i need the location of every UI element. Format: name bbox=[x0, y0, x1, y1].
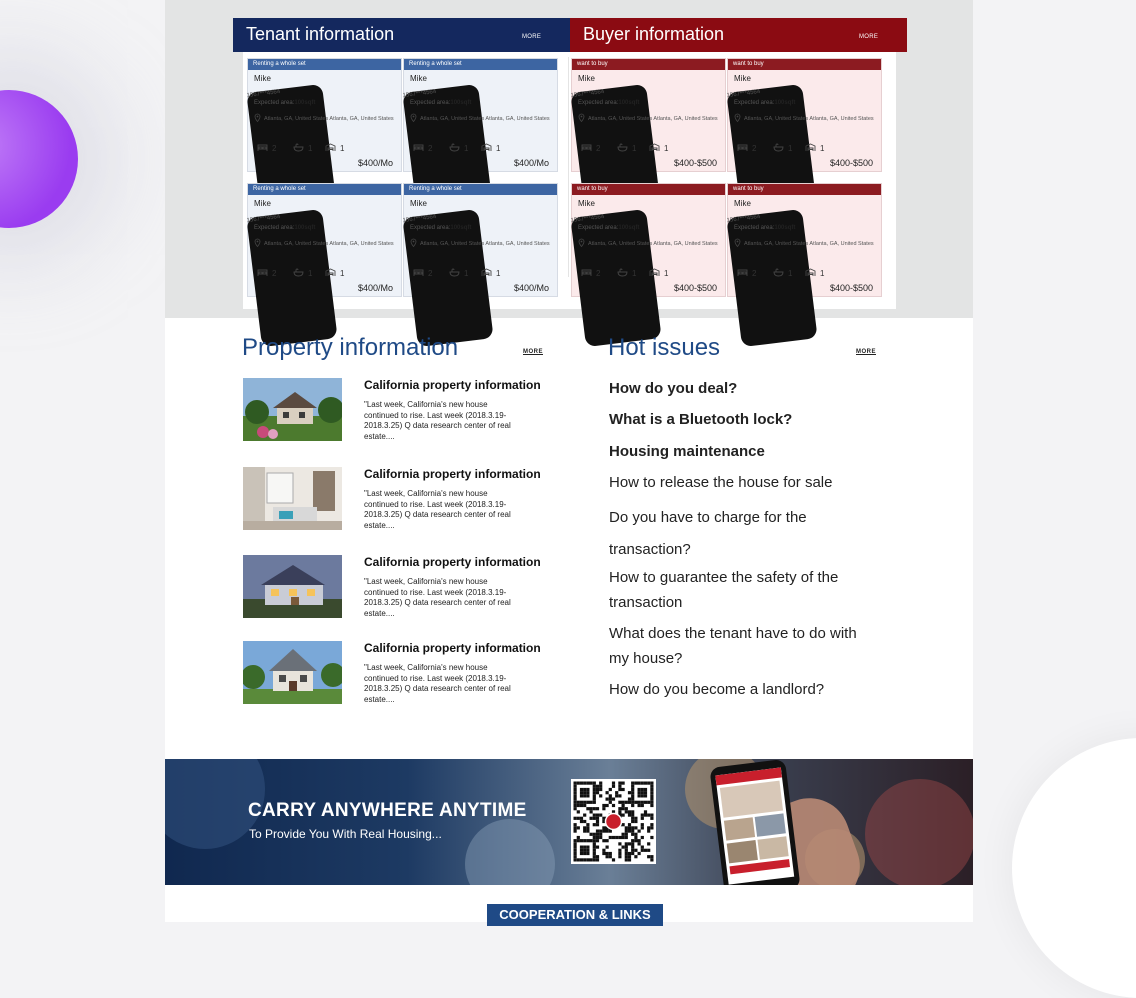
card-phone: 1567***4564 bbox=[726, 84, 817, 222]
card-phone: 1567***4564 bbox=[570, 209, 661, 347]
property-item-title[interactable]: California property information bbox=[364, 378, 541, 392]
bath-feature bbox=[617, 143, 636, 154]
card-tag: want to buy bbox=[572, 184, 725, 195]
garage-feature bbox=[481, 268, 500, 279]
bed-icon bbox=[257, 268, 272, 279]
banner-title: CARRY ANYWHERE ANYTIME bbox=[248, 800, 527, 821]
card-address: Atlanta, GA, United States Atlanta, GA, United States bbox=[588, 241, 718, 247]
card-name: Mike bbox=[254, 74, 271, 83]
card-area bbox=[254, 225, 315, 231]
garage-feature bbox=[325, 143, 344, 154]
property-item[interactable] bbox=[243, 467, 563, 531]
bath-feature bbox=[617, 268, 636, 279]
page-container bbox=[165, 0, 973, 922]
cooperation-links-heading: COOPERATION & LINKS bbox=[487, 904, 663, 926]
card-price: $400/Mo bbox=[357, 158, 393, 168]
garage-feature bbox=[481, 143, 500, 154]
info-card-grid bbox=[243, 52, 896, 309]
garage-icon bbox=[325, 143, 340, 154]
garage-feature bbox=[805, 143, 824, 154]
card-name: Mike bbox=[578, 74, 595, 83]
buyer-card[interactable] bbox=[571, 58, 726, 172]
bed-count: 2 bbox=[752, 269, 757, 278]
card-phone: 1567***4564 bbox=[246, 84, 337, 222]
buyer-header bbox=[570, 18, 907, 52]
bed-feature bbox=[581, 143, 600, 154]
card-address: Atlanta, GA, United States Atlanta, GA, United States bbox=[744, 116, 874, 122]
card-tag: Renting a whole set bbox=[404, 184, 557, 195]
card-address: Atlanta, GA, United States Atlanta, GA, United States bbox=[744, 241, 874, 247]
buyer-more-link[interactable]: MORE bbox=[859, 34, 879, 40]
bath-feature bbox=[449, 143, 468, 154]
area-value: 100sqft bbox=[450, 100, 472, 106]
property-item-title[interactable]: California property information bbox=[364, 555, 541, 569]
decorative-white-circle bbox=[1012, 738, 1136, 998]
card-phone: 1567***4564 bbox=[246, 209, 337, 347]
area-value: 100sqft bbox=[618, 100, 640, 106]
tenant-card[interactable] bbox=[247, 58, 402, 172]
garage-icon bbox=[481, 268, 496, 279]
buyer-card[interactable] bbox=[727, 58, 882, 172]
bed-count: 2 bbox=[272, 144, 277, 153]
area-label: Expected area: bbox=[578, 225, 619, 231]
area-label: Expected area: bbox=[254, 100, 295, 106]
bath-feature bbox=[293, 268, 312, 279]
bed-feature bbox=[581, 268, 600, 279]
property-thumbnail[interactable] bbox=[243, 378, 342, 441]
area-label: Expected area: bbox=[410, 100, 451, 106]
bed-icon bbox=[581, 268, 596, 279]
card-address: Atlanta, GA, United States Atlanta, GA, United States bbox=[420, 116, 550, 122]
card-address: Atlanta, GA, United States Atlanta, GA, United States bbox=[420, 241, 550, 247]
card-price: $400/Mo bbox=[513, 158, 549, 168]
garage-icon bbox=[325, 268, 340, 279]
garage-feature bbox=[805, 268, 824, 279]
bath-count: 1 bbox=[464, 269, 469, 278]
bath-feature bbox=[773, 268, 792, 279]
tenant-card[interactable] bbox=[247, 183, 402, 297]
bath-icon bbox=[773, 268, 788, 279]
phone-image bbox=[709, 759, 800, 885]
card-area bbox=[734, 100, 795, 106]
app-download-banner bbox=[165, 759, 973, 885]
card-phone: 1567***4564 bbox=[402, 84, 493, 222]
panel-divider bbox=[568, 57, 569, 277]
garage-count: 1 bbox=[340, 269, 345, 278]
area-value: 100sqft bbox=[294, 100, 316, 106]
tenant-card[interactable] bbox=[403, 58, 558, 172]
area-label: Expected area: bbox=[254, 225, 295, 231]
bath-icon bbox=[449, 143, 464, 154]
garage-feature bbox=[649, 268, 668, 279]
garage-feature bbox=[649, 143, 668, 154]
bath-count: 1 bbox=[788, 269, 793, 278]
garage-icon bbox=[649, 268, 664, 279]
hot-issue-link[interactable]: How to guarantee the safety of the transaction bbox=[609, 569, 839, 611]
garage-count: 1 bbox=[820, 144, 825, 153]
bed-icon bbox=[413, 268, 428, 279]
card-tag: want to buy bbox=[728, 59, 881, 70]
decorative-purple-circle bbox=[0, 90, 78, 228]
garage-count: 1 bbox=[340, 144, 345, 153]
buyer-card[interactable] bbox=[727, 183, 882, 297]
bath-count: 1 bbox=[308, 144, 313, 153]
bed-count: 2 bbox=[272, 269, 277, 278]
bed-feature bbox=[413, 143, 432, 154]
property-thumbnail[interactable] bbox=[243, 641, 342, 704]
property-item[interactable] bbox=[243, 378, 563, 442]
bath-feature bbox=[449, 268, 468, 279]
card-tag: want to buy bbox=[728, 184, 881, 195]
property-item-title[interactable]: California property information bbox=[364, 641, 541, 655]
hot-issue-link[interactable]: Housing maintenance bbox=[609, 443, 765, 460]
area-value: 100sqft bbox=[774, 225, 796, 231]
bed-count: 2 bbox=[596, 269, 601, 278]
bath-count: 1 bbox=[788, 144, 793, 153]
card-name: Mike bbox=[734, 199, 751, 208]
card-price: $400-$500 bbox=[829, 158, 873, 168]
hot-issue-link[interactable]: What does the tenant have to do with my house? bbox=[609, 625, 857, 667]
property-item[interactable] bbox=[243, 641, 563, 705]
buyer-card[interactable] bbox=[571, 183, 726, 297]
hot-issue-link[interactable]: How do you become a landlord? bbox=[609, 681, 825, 698]
card-address: Atlanta, GA, United States Atlanta, GA, United States bbox=[264, 116, 394, 122]
property-item-desc: "Last week, California's new house continued to rise. Last week (2018.3.19-2018.3.25) Q data research center of real estate.... bbox=[364, 400, 511, 441]
bed-count: 2 bbox=[428, 269, 433, 278]
card-area bbox=[410, 225, 471, 231]
bed-feature bbox=[737, 268, 756, 279]
garage-icon bbox=[481, 143, 496, 154]
area-label: Expected area: bbox=[734, 225, 775, 231]
bath-icon bbox=[773, 143, 788, 154]
qr-code-image bbox=[571, 779, 656, 864]
area-value: 100sqft bbox=[618, 225, 640, 231]
bath-icon bbox=[293, 268, 308, 279]
hot-issues-more-link[interactable]: MORE bbox=[856, 349, 876, 355]
bath-count: 1 bbox=[464, 144, 469, 153]
card-name: Mike bbox=[410, 74, 427, 83]
card-price: $400-$500 bbox=[673, 158, 717, 168]
hot-issue-link[interactable]: How do you deal? bbox=[609, 380, 738, 397]
property-section-title: Property information bbox=[242, 334, 459, 361]
area-value: 100sqft bbox=[774, 100, 796, 106]
garage-icon bbox=[649, 143, 664, 154]
bath-icon bbox=[449, 268, 464, 279]
bed-icon bbox=[737, 268, 752, 279]
card-name: Mike bbox=[254, 199, 271, 208]
card-name: Mike bbox=[734, 74, 751, 83]
bed-count: 2 bbox=[752, 144, 757, 153]
bed-count: 2 bbox=[428, 144, 433, 153]
buyer-title: Buyer information bbox=[583, 24, 725, 44]
bed-icon bbox=[257, 143, 272, 154]
card-area bbox=[254, 100, 315, 106]
bath-count: 1 bbox=[632, 144, 637, 153]
area-label: Expected area: bbox=[410, 225, 451, 231]
property-item-desc: "Last week, California's new house continued to rise. Last week (2018.3.19-2018.3.25) Q data research center of real estate.... bbox=[364, 663, 511, 704]
tenant-title: Tenant information bbox=[246, 24, 395, 44]
property-thumbnail[interactable] bbox=[243, 555, 342, 618]
bath-feature bbox=[773, 143, 792, 154]
card-name: Mike bbox=[410, 199, 427, 208]
bed-feature bbox=[257, 268, 276, 279]
bed-feature bbox=[257, 143, 276, 154]
area-value: 100sqft bbox=[294, 225, 316, 231]
card-phone: 1567***4564 bbox=[726, 209, 817, 347]
hot-issues-title: Hot issues bbox=[608, 334, 721, 361]
bed-icon bbox=[737, 143, 752, 154]
card-price: $400-$500 bbox=[673, 283, 717, 293]
tenant-more-link[interactable]: MORE bbox=[522, 34, 542, 40]
area-label: Expected area: bbox=[734, 100, 775, 106]
property-item-desc: "Last week, California's new house continued to rise. Last week (2018.3.19-2018.3.25) Q data research center of real estate.... bbox=[364, 577, 511, 618]
card-phone: 1567***4564 bbox=[570, 84, 661, 222]
tenant-header bbox=[233, 18, 570, 52]
card-address: Atlanta, GA, United States Atlanta, GA, United States bbox=[264, 241, 394, 247]
bed-icon bbox=[581, 143, 596, 154]
property-item-title[interactable]: California property information bbox=[364, 467, 541, 481]
tenant-card[interactable] bbox=[403, 183, 558, 297]
hot-issue-link[interactable]: What is a Bluetooth lock? bbox=[609, 411, 793, 428]
banner-subtitle: To Provide You With Real Housing... bbox=[249, 827, 442, 841]
card-price: $400-$500 bbox=[829, 283, 873, 293]
hot-issue-link[interactable]: How to release the house for sale bbox=[609, 474, 833, 491]
card-tag: want to buy bbox=[572, 59, 725, 70]
bed-icon bbox=[413, 143, 428, 154]
property-more-link[interactable]: MORE bbox=[523, 349, 543, 355]
card-name: Mike bbox=[578, 199, 595, 208]
garage-count: 1 bbox=[664, 144, 669, 153]
bath-icon bbox=[617, 268, 632, 279]
card-address: Atlanta, GA, United States Atlanta, GA, United States bbox=[588, 116, 718, 122]
card-area bbox=[734, 225, 795, 231]
garage-icon bbox=[805, 268, 820, 279]
card-tag: Renting a whole set bbox=[404, 59, 557, 70]
area-value: 100sqft bbox=[450, 225, 472, 231]
bath-count: 1 bbox=[308, 269, 313, 278]
bed-count: 2 bbox=[596, 144, 601, 153]
bed-feature bbox=[737, 143, 756, 154]
property-thumbnail[interactable] bbox=[243, 467, 342, 530]
card-area bbox=[578, 100, 639, 106]
bath-icon bbox=[293, 143, 308, 154]
card-area bbox=[578, 225, 639, 231]
garage-icon bbox=[805, 143, 820, 154]
bath-feature bbox=[293, 143, 312, 154]
garage-count: 1 bbox=[496, 144, 501, 153]
card-price: $400/Mo bbox=[357, 283, 393, 293]
card-area bbox=[410, 100, 471, 106]
garage-count: 1 bbox=[664, 269, 669, 278]
card-tag: Renting a whole set bbox=[248, 59, 401, 70]
area-label: Expected area: bbox=[578, 100, 619, 106]
bed-feature bbox=[413, 268, 432, 279]
property-item[interactable] bbox=[243, 555, 563, 619]
garage-count: 1 bbox=[496, 269, 501, 278]
garage-feature bbox=[325, 268, 344, 279]
bath-count: 1 bbox=[632, 269, 637, 278]
garage-count: 1 bbox=[820, 269, 825, 278]
property-item-desc: "Last week, California's new house continued to rise. Last week (2018.3.19-2018.3.25) Q data research center of real estate.... bbox=[364, 489, 511, 530]
card-price: $400/Mo bbox=[513, 283, 549, 293]
card-tag: Renting a whole set bbox=[248, 184, 401, 195]
hot-issue-link[interactable]: Do you have to charge for the transaction? bbox=[609, 509, 807, 558]
bath-icon bbox=[617, 143, 632, 154]
card-phone: 1567***4564 bbox=[402, 209, 493, 347]
